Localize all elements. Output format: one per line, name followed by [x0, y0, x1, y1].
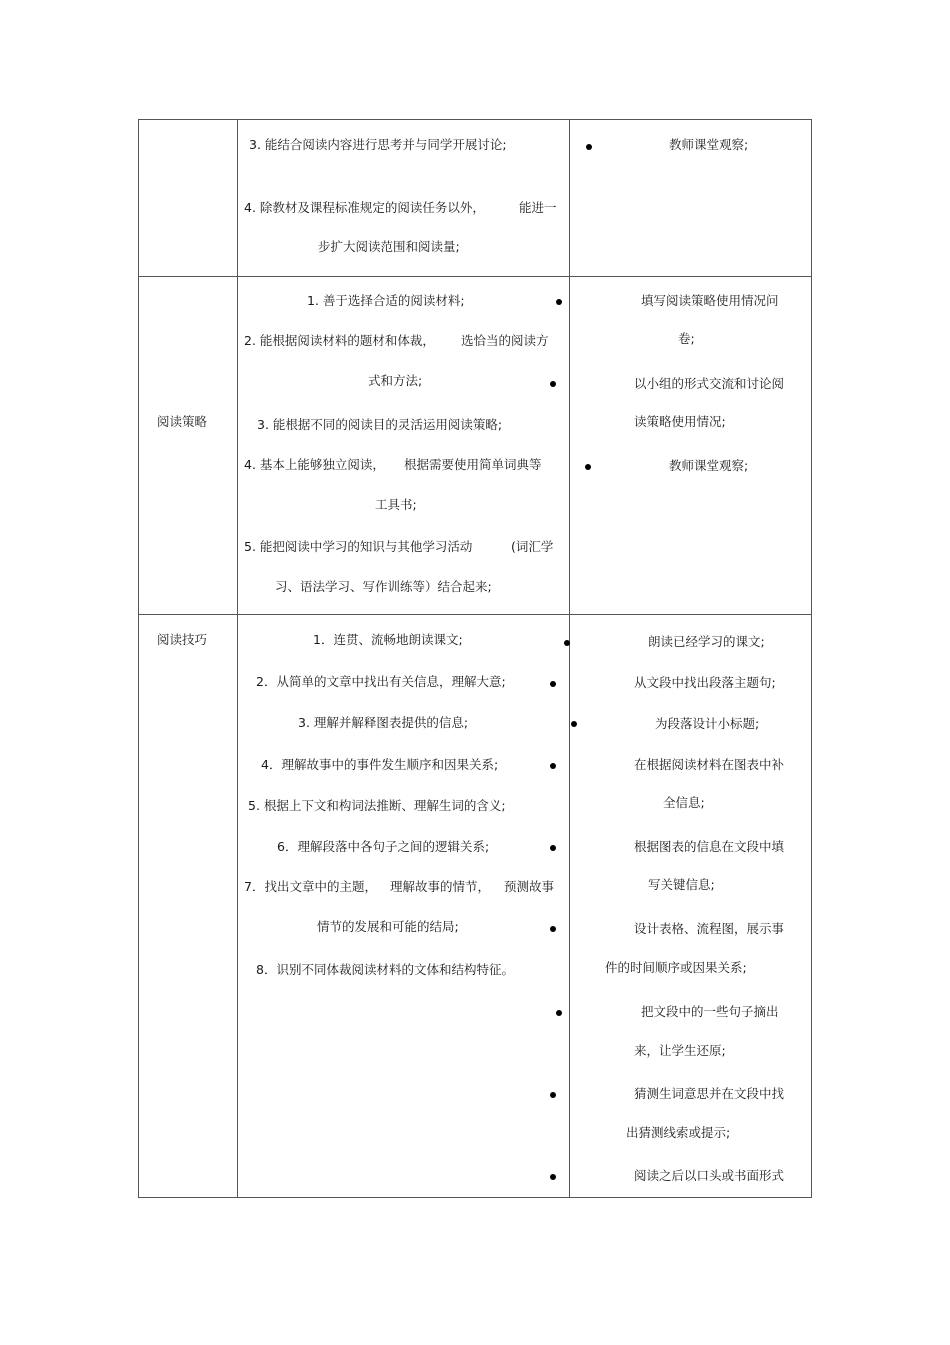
method-text: 设计表格、流程图，展示事 [634, 921, 785, 936]
row-category: 阅读技巧 [157, 632, 208, 647]
method-text: 件的时间顺序或因果关系; [605, 960, 747, 975]
goal-text: 4. 基本上能够独立阅读， [244, 457, 385, 472]
goal-text: 习、语法学习、写作训练等）结合起来; [275, 579, 492, 594]
method-text: 为段落设计小标题; [655, 716, 760, 731]
goal-text: 6．理解段落中各句子之间的逻辑关系; [277, 839, 490, 854]
row-divider [139, 614, 811, 615]
method-text: 教师课堂观察; [669, 458, 749, 473]
goal-text: 4．理解故事中的事件发生顺序和因果关系; [261, 757, 499, 772]
goal-text: 7．找出文章中的主题， [244, 879, 377, 894]
column-divider [569, 120, 570, 1197]
bullet-dot [556, 299, 562, 305]
goal-text: 选恰当的阅读方 [461, 333, 549, 348]
method-text: 全信息; [663, 795, 705, 810]
goal-text: 2. 能根据阅读材料的题材和体裁， [244, 333, 435, 348]
goal-text: 式和方法; [368, 373, 423, 388]
method-text: 填写阅读策略使用情况问 [641, 293, 779, 308]
assessment-table [138, 119, 812, 1198]
bullet-dot [550, 763, 556, 769]
bullet-dot [585, 464, 591, 470]
method-text: 卷; [678, 331, 695, 346]
goal-text: 3. 能结合阅读内容进行思考并与同学开展讨论; [249, 137, 507, 152]
goal-text: 1．连贯、流畅地朗读课文; [313, 632, 463, 647]
goal-text: 5. 根据上下文和构词法推断、理解生词的含义; [248, 798, 506, 813]
goal-text: 2．从简单的文章中找出有关信息，理解大意; [256, 674, 506, 689]
goal-text: 能进一 [519, 200, 557, 215]
method-text: 猜测生词意思并在文段中找 [634, 1086, 785, 1101]
goal-text: 5. 能把阅读中学习的知识与其他学习活动 [244, 539, 473, 554]
bullet-dot [586, 144, 592, 150]
bullet-dot [571, 721, 577, 727]
method-text: 写关键信息; [648, 877, 715, 892]
row-divider [139, 276, 811, 277]
bullet-dot [550, 681, 556, 687]
method-text: 从文段中找出段落主题句; [634, 675, 776, 690]
goal-text: 根据需要使用简单词典等 [404, 457, 542, 472]
method-text: 朗读已经学习的课文; [648, 634, 765, 649]
method-text: 教师课堂观察; [669, 137, 749, 152]
method-text: 阅读之后以口头或书面形式 [634, 1168, 785, 1183]
bullet-dot [550, 926, 556, 932]
goal-text: 工具书; [375, 497, 417, 512]
goal-text: 理解故事的情节， [390, 879, 491, 894]
row-category: 阅读策略 [157, 414, 208, 429]
goal-text: 1. 善于选择合适的阅读材料; [307, 293, 465, 308]
goal-text: 3. 理解并解释图表提供的信息; [298, 715, 469, 730]
goal-text: 3. 能根据不同的阅读目的灵活运用阅读策略; [257, 417, 503, 432]
goal-text: 情节的发展和可能的结局; [317, 919, 459, 934]
bullet-dot [556, 1010, 562, 1016]
bullet-dot [550, 1174, 556, 1180]
method-text: 根据图表的信息在文段中填 [634, 839, 785, 854]
method-text: 读策略使用情况; [634, 414, 726, 429]
bullet-dot [550, 381, 556, 387]
bullet-dot [550, 845, 556, 851]
method-text: 来，让学生还原; [634, 1043, 726, 1058]
goal-text: 4. 除教材及课程标准规定的阅读任务以外， [244, 200, 485, 215]
goal-text: 预测故事 [504, 879, 555, 894]
goal-text: 步扩大阅读范围和阅读量; [318, 239, 460, 254]
bullet-dot [550, 1092, 556, 1098]
method-text: 把文段中的一些句子摘出 [641, 1004, 779, 1019]
bullet-dot [564, 640, 570, 646]
method-text: 在根据阅读材料在图表中补 [634, 757, 785, 772]
goal-text: (词汇学 [511, 539, 554, 554]
goal-text: 8．识别不同体裁阅读材料的文体和结构特征。 [256, 962, 514, 977]
method-text: 以小组的形式交流和讨论阅 [634, 376, 785, 391]
method-text: 出猜测线索或提示; [626, 1125, 731, 1140]
column-divider [237, 120, 238, 1197]
